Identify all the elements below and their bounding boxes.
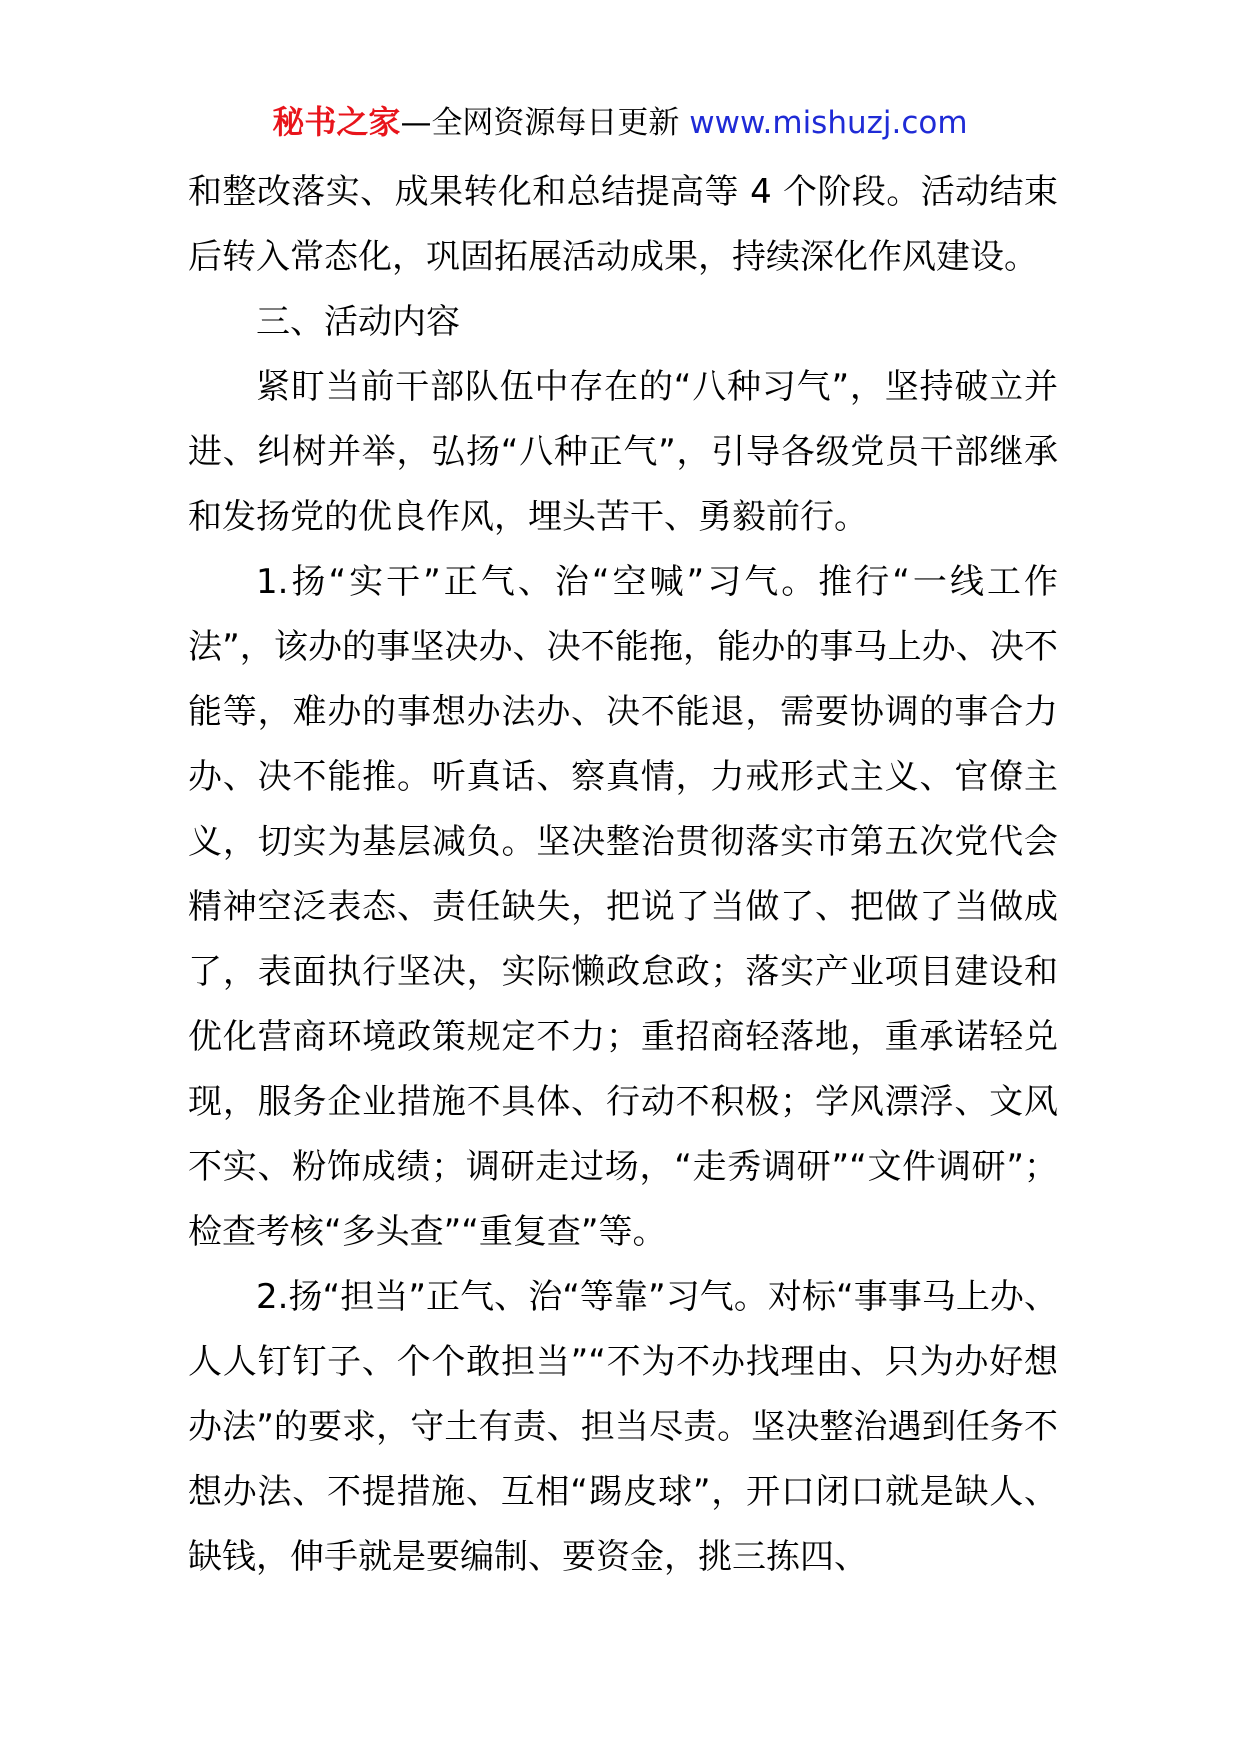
paragraph-continuation: 和整改落实、成果转化和总结提高等 4 个阶段。活动结束后转入常态化，巩固拓展活动成果，持续深化作风建设。 bbox=[188, 172, 1058, 277]
document-body bbox=[188, 160, 1058, 1590]
paragraph-item-1: 1.扬“实干”正气、治“空喊”习气。推行“一线工作法”，该办的事坚决办、决不能拖，能办的事马上办、决不能等，难办的事想办法办、决不能退，需要协调的事合力办、决不能推。听真话、察真情，力戒形式主义、官僚主义，切实为基层减负。坚决整治贯彻落实市第五次党代会精神空泛表态、责任缺失，把说了当做了、把做了当做成了，表面执行坚决，实际懒政怠政；落实产业项目建设和优化营商环境政策规定不力；重招商轻落地，重承诺轻兑现，服务企业措施不具体、行动不积极；学风漂浮、文风不实、粉饰成绩；调研走过场，“走秀调研”“文件调研”；检查考核“多头查”“重复查”等。 bbox=[188, 562, 1058, 1252]
section-heading-activity-content: 三、活动内容 bbox=[256, 302, 460, 342]
site-brand: 秘书之家 bbox=[272, 103, 401, 141]
paragraph-intro: 紧盯当前干部队伍中存在的“八种习气”，坚持破立并进、纠树并举，弘扬“八种正气”，引导各级党员干部继承和发扬党的优良作风，埋头苦干、勇毅前行。 bbox=[188, 367, 1058, 537]
site-url-link[interactable]: www.mishuzj.com bbox=[689, 105, 968, 141]
page-header bbox=[0, 100, 1240, 145]
paragraph-item-2: 2.扬“担当”正气、治“等靠”习气。对标“事事马上办、人人钉钉子、个个敢担当”“不为不办找理由、只为办好想办法”的要求，守土有责、担当尽责。坚决整治遇到任务不想办法、不提措施、互相“踢皮球”，开口闭口就是缺人、缺钱，伸手就是要编制、要资金，挑三拣四、 bbox=[188, 1277, 1058, 1577]
site-slogan: —全网资源每日更新 bbox=[400, 105, 680, 141]
